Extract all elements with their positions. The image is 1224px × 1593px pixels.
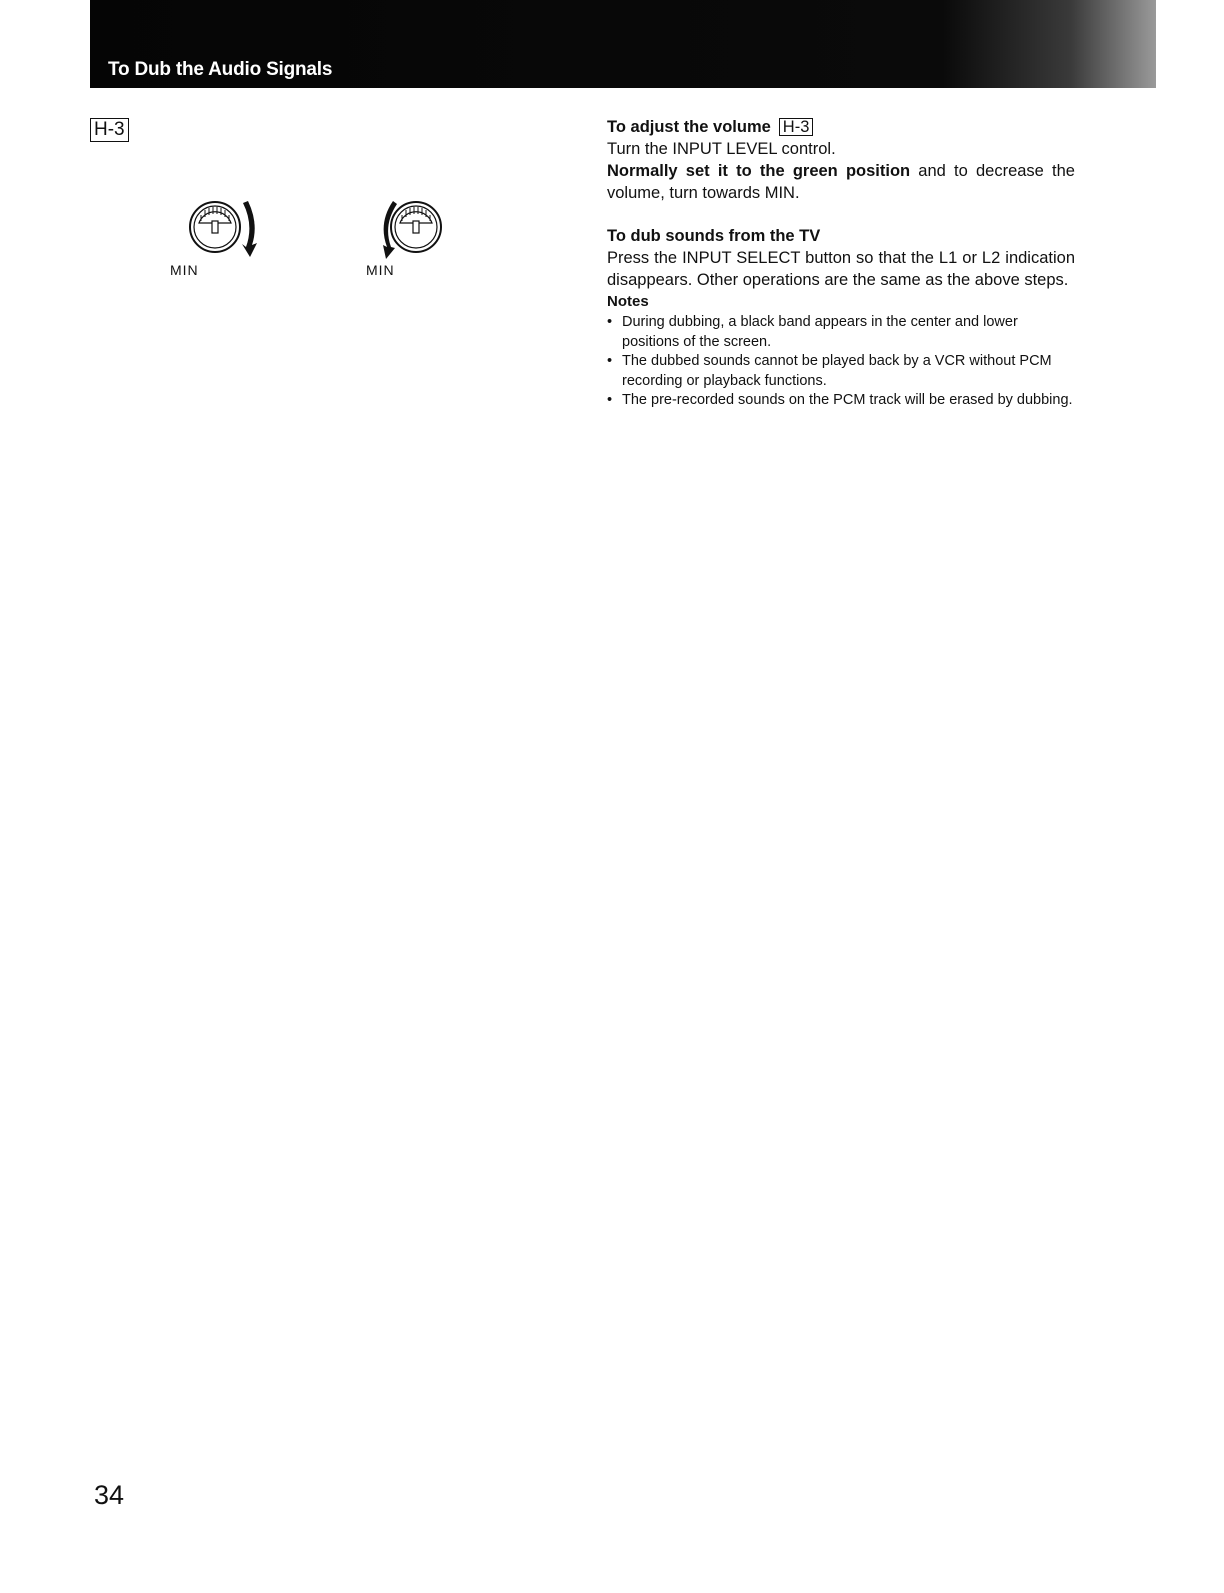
figure-tag: H-3 (90, 118, 129, 142)
instructions-column (607, 116, 1075, 411)
page-title: To Dub the Audio Signals (108, 59, 333, 80)
note-item: • The dubbed sounds cannot be played back by a VCR without PCM recording or playback functions. (607, 352, 1075, 391)
adjust-volume-paragraph (607, 160, 1075, 204)
knob-right-label: MIN (366, 262, 395, 278)
notes-title: Notes (607, 293, 649, 310)
adjust-volume-line: Turn the INPUT LEVEL control. (607, 140, 836, 158)
section-title-text: To adjust the volume (607, 118, 771, 136)
note-item: • During dubbing, a black band appears in the center and lower positions of the screen. (607, 313, 1075, 352)
notes-list (607, 313, 1075, 411)
section-title-adjust-volume (607, 116, 1075, 138)
header-band (90, 0, 1156, 88)
note-item: • The pre-recorded sounds on the PCM track will be erased by dubbing. (607, 391, 1075, 411)
figure-reference-tag: H-3 (779, 118, 814, 136)
page-number: 34 (94, 1480, 125, 1510)
dub-tv-paragraph: Press the INPUT SELECT button so that the L1 or L2 indication disappears. Other operations are the same as the above steps. (607, 249, 1075, 289)
section-title-dub-tv: To dub sounds from the TV (607, 227, 821, 245)
adjust-volume-rest: and to decrease the volume, turn towards MIN. (607, 162, 1075, 202)
knob-counterclockwise-icon (366, 195, 456, 263)
knob-clockwise-icon (180, 195, 270, 263)
adjust-volume-bold-lead: Normally set it to the green position (607, 162, 911, 180)
knob-left-label: MIN (170, 262, 199, 278)
